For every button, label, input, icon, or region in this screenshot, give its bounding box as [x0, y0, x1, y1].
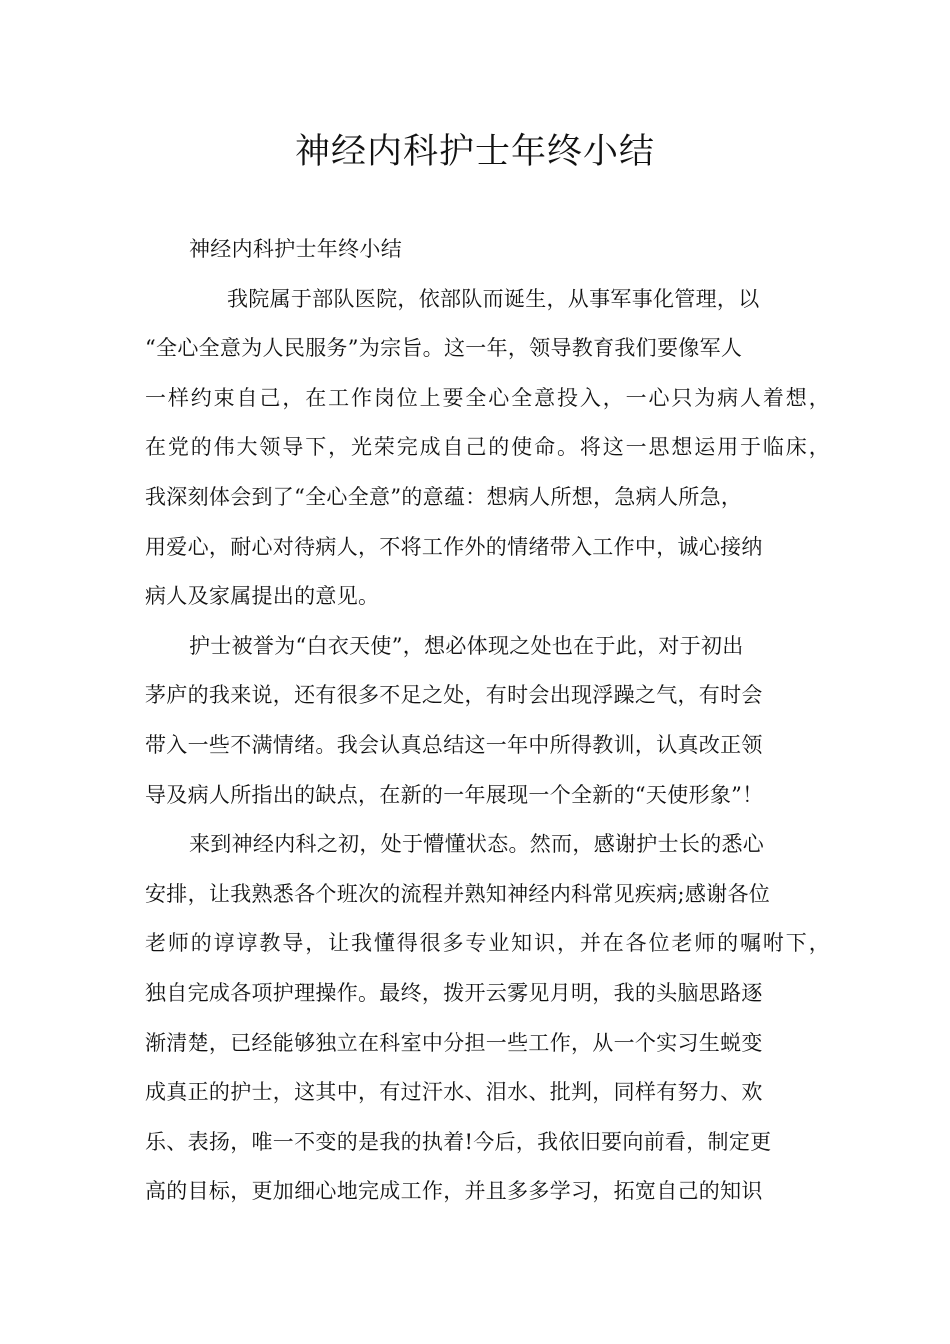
paragraph-2-line-1: 护士被誉为“白衣天使”，想必体现之处也在于此，对于初出 — [189, 633, 744, 658]
paragraph-3-line-1: 来到神经内科之初，处于懵懂状态。然而，感谢护士长的悉心 — [189, 832, 765, 857]
paragraph-3-line-5: 渐清楚，已经能够独立在科室中分担一些工作，从一个实习生蜕变 — [145, 1030, 763, 1055]
paragraph-3-line-6: 成真正的护士，这其中，有过汗水、泪水、批判，同样有努力、欢 — [145, 1080, 763, 1105]
paragraph-3-line-4: 独自完成各项护理操作。最终，拨开云雾见月明，我的头脑思路逐 — [145, 980, 763, 1005]
paragraph-1-line-2: “全心全意为人民服务”为宗旨。这一年，领导教育我们要像军人 — [145, 336, 743, 361]
paragraph-2-line-3: 带入一些不满情绪。我会认真总结这一年中所得教训，认真改正领 — [145, 732, 763, 757]
paragraph-1-line-1: 我院属于部队医院，依部队而诞生，从事军事化管理，以 — [227, 286, 760, 311]
paragraph-3-line-7: 乐、表扬，唯一不变的是我的执着!今后，我依旧要向前看，制定更 — [145, 1129, 772, 1154]
paragraph-1-line-6: 用爱心，耐心对待病人，不将工作外的情绪带入工作中，诚心接纳 — [145, 534, 763, 559]
paragraph-3-line-8: 高的目标，更加细心地完成工作，并且多多学习，拓宽自己的知识 — [145, 1179, 763, 1204]
paragraph-3-line-3: 老师的谆谆教导，让我懂得很多专业知识，并在各位老师的嘱咐下， — [145, 931, 830, 956]
paragraph-1-line-4: 在党的伟大领导下，光荣完成自己的使命。将这一思想运用于临床， — [145, 435, 830, 460]
document-body — [145, 225, 830, 1217]
paragraph-3-line-2: 安排，让我熟悉各个班次的流程并熟知神经内科常见疾病;感谢各位 — [145, 881, 771, 906]
paragraph-1-line-7: 病人及家属提出的意见。 — [145, 584, 380, 609]
paragraph-1-line-5: 我深刻体会到了“全心全意”的意蕴：想病人所想，急病人所急， — [145, 484, 743, 509]
document-title: 神经内科护士年终小结 — [294, 132, 655, 172]
paragraph-2-line-2: 茅庐的我来说，还有很多不足之处，有时会出现浮躁之气，有时会 — [145, 683, 763, 708]
paragraph-2-line-4: 导及病人所指出的缺点，在新的一年展现一个全新的“天使形象”！ — [145, 782, 764, 807]
paragraph-1-line-3: 一样约束自己，在工作岗位上要全心全意投入，一心只为病人着想， — [145, 385, 830, 410]
subtitle-line: 神经内科护士年终小结 — [189, 237, 402, 261]
